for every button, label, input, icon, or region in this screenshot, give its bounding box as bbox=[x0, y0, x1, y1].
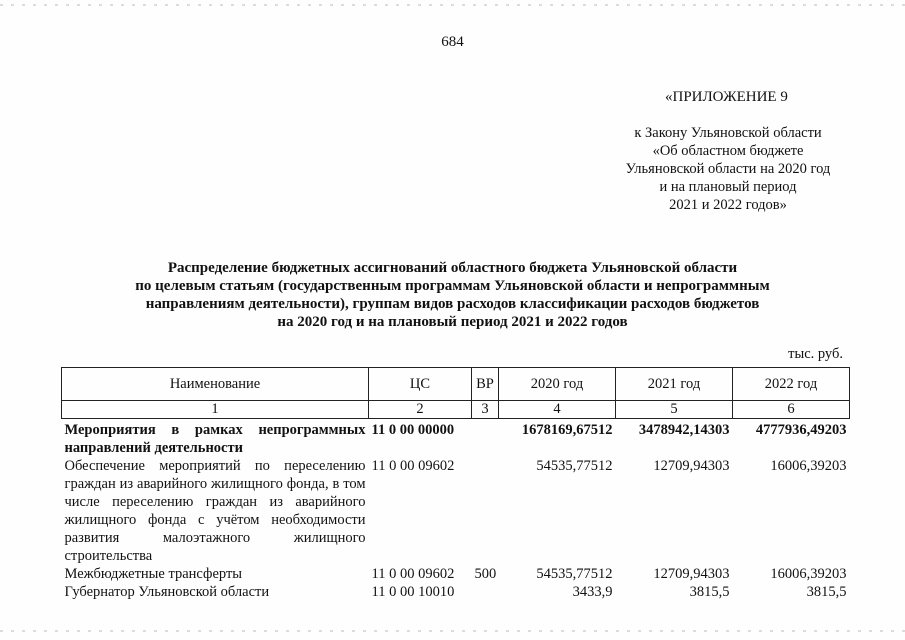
row-2020: 3433,9 bbox=[572, 584, 613, 600]
currency-unit: тыс. руб. bbox=[788, 346, 843, 362]
table-row bbox=[62, 583, 850, 601]
document-title-line: направлениям деятельности), группам видов расходов классификации расходов бюджетов bbox=[145, 296, 760, 312]
table-row bbox=[62, 565, 850, 583]
law-reference-line: Ульяновской области на 2020 год bbox=[625, 161, 831, 177]
row-2022: 4777936,49203 bbox=[755, 422, 847, 438]
table-row bbox=[62, 419, 850, 458]
column-number: 1 bbox=[62, 401, 369, 419]
page-number: 684 bbox=[441, 34, 464, 50]
row-name: Мероприятия в рамках непрограммных направлений деятельности bbox=[64, 422, 366, 456]
row-name: Обеспечение мероприятий по переселению граждан из аварийного жилищного фонда, в том числе переселению граждан из аварийного жилищного фонда с учётом необходимости развития малоэтажного жилищного строительства bbox=[64, 458, 366, 564]
header-2021: 2021 год bbox=[616, 368, 733, 401]
document-title-line: по целевым статьям (государственным программам Ульяновской области и непрограммным bbox=[135, 278, 770, 294]
column-number: 6 bbox=[733, 401, 850, 419]
header-2020: 2020 год bbox=[499, 368, 616, 401]
appendix-title: «ПРИЛОЖЕНИЕ 9 bbox=[665, 89, 788, 105]
column-number: 4 bbox=[499, 401, 616, 419]
row-2022: 3815,5 bbox=[806, 584, 847, 600]
header-name: Наименование bbox=[62, 368, 369, 401]
column-number: 2 bbox=[369, 401, 472, 419]
scan-edge-top bbox=[0, 4, 905, 6]
row-name: Межбюджетные трансферты bbox=[64, 566, 243, 582]
row-vr bbox=[472, 583, 499, 601]
row-cs: 11 0 00 10010 bbox=[371, 584, 455, 600]
row-2021: 12709,94303 bbox=[653, 458, 730, 474]
scan-edge-bottom bbox=[0, 630, 905, 632]
budget-table bbox=[61, 367, 850, 601]
row-vr bbox=[472, 419, 499, 458]
table-row bbox=[62, 457, 850, 565]
row-vr: 500 bbox=[474, 566, 497, 582]
row-2020: 54535,77512 bbox=[536, 458, 613, 474]
document-title-line: на 2020 год и на плановый период 2021 и 2022 годов bbox=[277, 314, 628, 330]
document-title-line: Распределение бюджетных ассигнований областного бюджета Ульяновской области bbox=[167, 260, 738, 276]
header-cs: ЦС bbox=[369, 368, 472, 401]
row-2020: 54535,77512 bbox=[536, 566, 613, 582]
document-title bbox=[100, 259, 805, 331]
row-vr bbox=[472, 457, 499, 565]
row-2022: 16006,39203 bbox=[770, 566, 847, 582]
row-2021: 3815,5 bbox=[689, 584, 730, 600]
row-cs: 11 0 00 09602 bbox=[371, 566, 455, 582]
law-reference-line: 2021 и 2022 годов» bbox=[669, 197, 787, 213]
column-number: 5 bbox=[616, 401, 733, 419]
header-2022: 2022 год bbox=[733, 368, 850, 401]
row-2021: 12709,94303 bbox=[653, 566, 730, 582]
row-name: Губернатор Ульяновской области bbox=[64, 584, 270, 600]
law-reference bbox=[595, 124, 861, 214]
law-reference-line: и на плановый период bbox=[659, 179, 797, 195]
column-number: 3 bbox=[472, 401, 499, 419]
law-reference-line: «Об областном бюджете bbox=[652, 143, 804, 159]
row-2022: 16006,39203 bbox=[770, 458, 847, 474]
row-2020: 1678169,67512 bbox=[521, 422, 613, 438]
row-2021: 3478942,14303 bbox=[638, 422, 730, 438]
law-reference-line: к Закону Ульяновской области bbox=[634, 125, 822, 141]
row-cs: 11 0 00 09602 bbox=[371, 458, 455, 474]
header-vr: ВР bbox=[472, 368, 499, 401]
row-cs: 11 0 00 00000 bbox=[371, 422, 455, 438]
